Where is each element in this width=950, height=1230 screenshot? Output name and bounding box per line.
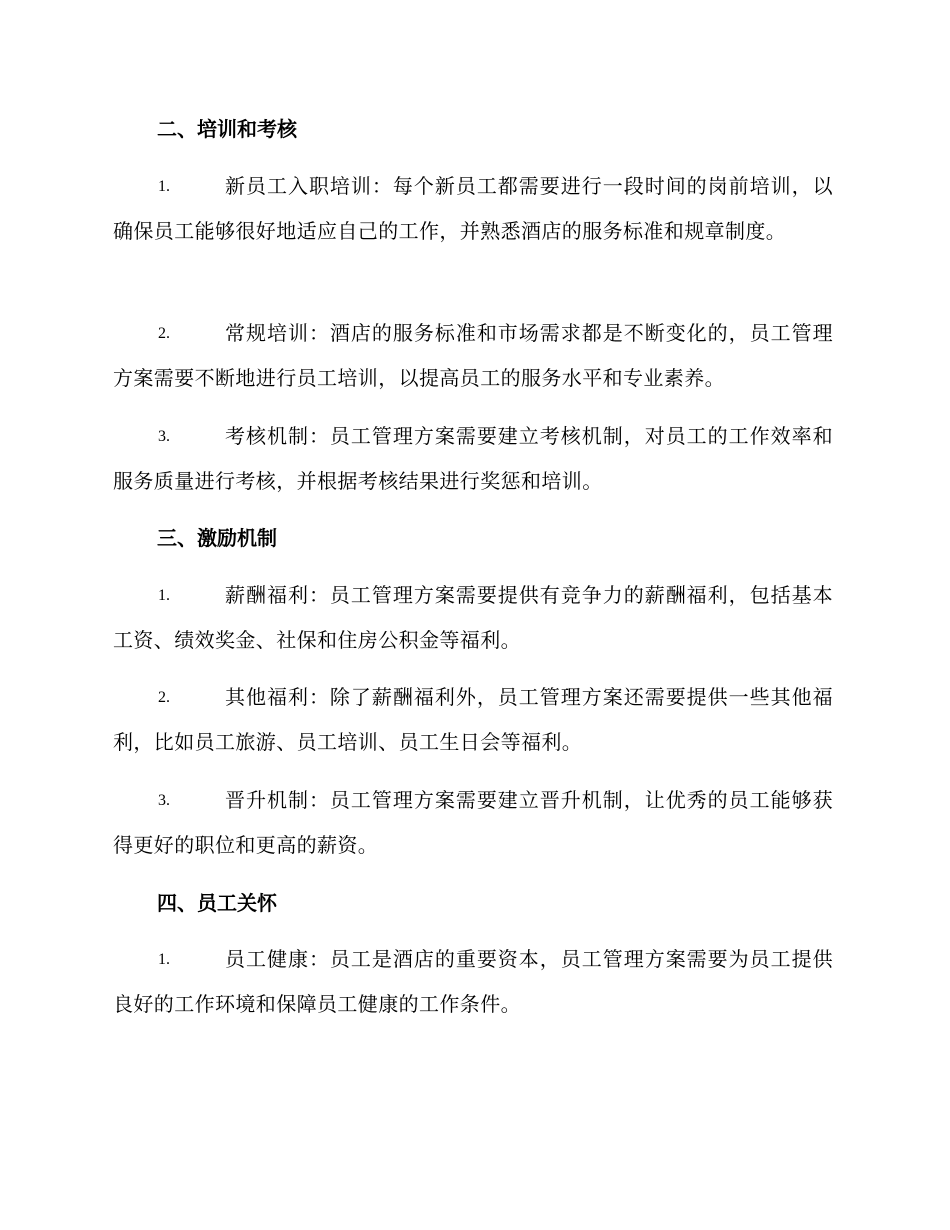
section-heading-incentives: 三、激励机制 xyxy=(157,526,277,550)
list-item-text: 员工健康：员工是酒店的重要资本，员工管理方案需要为员工提供良好的工作环境和保障员工健康的工作条件。 xyxy=(113,947,833,1016)
list-item-text: 晋升机制：员工管理方案需要建立晋升机制，让优秀的员工能够获得更好的职位和更高的薪资。 xyxy=(113,788,833,857)
list-item xyxy=(113,937,833,1027)
list-item xyxy=(113,675,833,765)
list-item xyxy=(113,414,833,504)
section-heading-employee-care: 四、员工关怀 xyxy=(157,891,277,915)
list-item-number: 2. xyxy=(158,325,170,342)
list-item-text: 新员工入职培训：每个新员工都需要进行一段时间的岗前培训，以确保员工能够很好地适应自己的工作，并熟悉酒店的服务标准和规章制度。 xyxy=(113,174,833,243)
list-item xyxy=(113,778,833,868)
list-item-text: 常规培训：酒店的服务标准和市场需求都是不断变化的，员工管理方案需要不断地进行员工培训，以提高员工的服务水平和专业素养。 xyxy=(113,321,833,390)
list-item-number: 2. xyxy=(158,689,170,706)
list-item xyxy=(113,573,833,663)
list-item-text: 考核机制：员工管理方案需要建立考核机制，对员工的工作效率和服务质量进行考核，并根据考核结果进行奖惩和培训。 xyxy=(113,424,833,493)
list-item-text: 其他福利：除了薪酬福利外，员工管理方案还需要提供一些其他福利，比如员工旅游、员工培训、员工生日会等福利。 xyxy=(113,685,833,754)
list-item xyxy=(113,311,833,401)
list-item-number: 1. xyxy=(158,178,170,195)
section-heading-training: 二、培训和考核 xyxy=(157,117,297,141)
list-item-number: 1. xyxy=(158,951,170,968)
list-item-text: 薪酬福利：员工管理方案需要提供有竞争力的薪酬福利，包括基本工资、绩效奖金、社保和住房公积金等福利。 xyxy=(113,583,833,652)
list-item-number: 3. xyxy=(158,792,170,809)
list-item-number: 1. xyxy=(158,587,170,604)
list-item xyxy=(113,164,833,254)
list-item-number: 3. xyxy=(158,428,170,445)
